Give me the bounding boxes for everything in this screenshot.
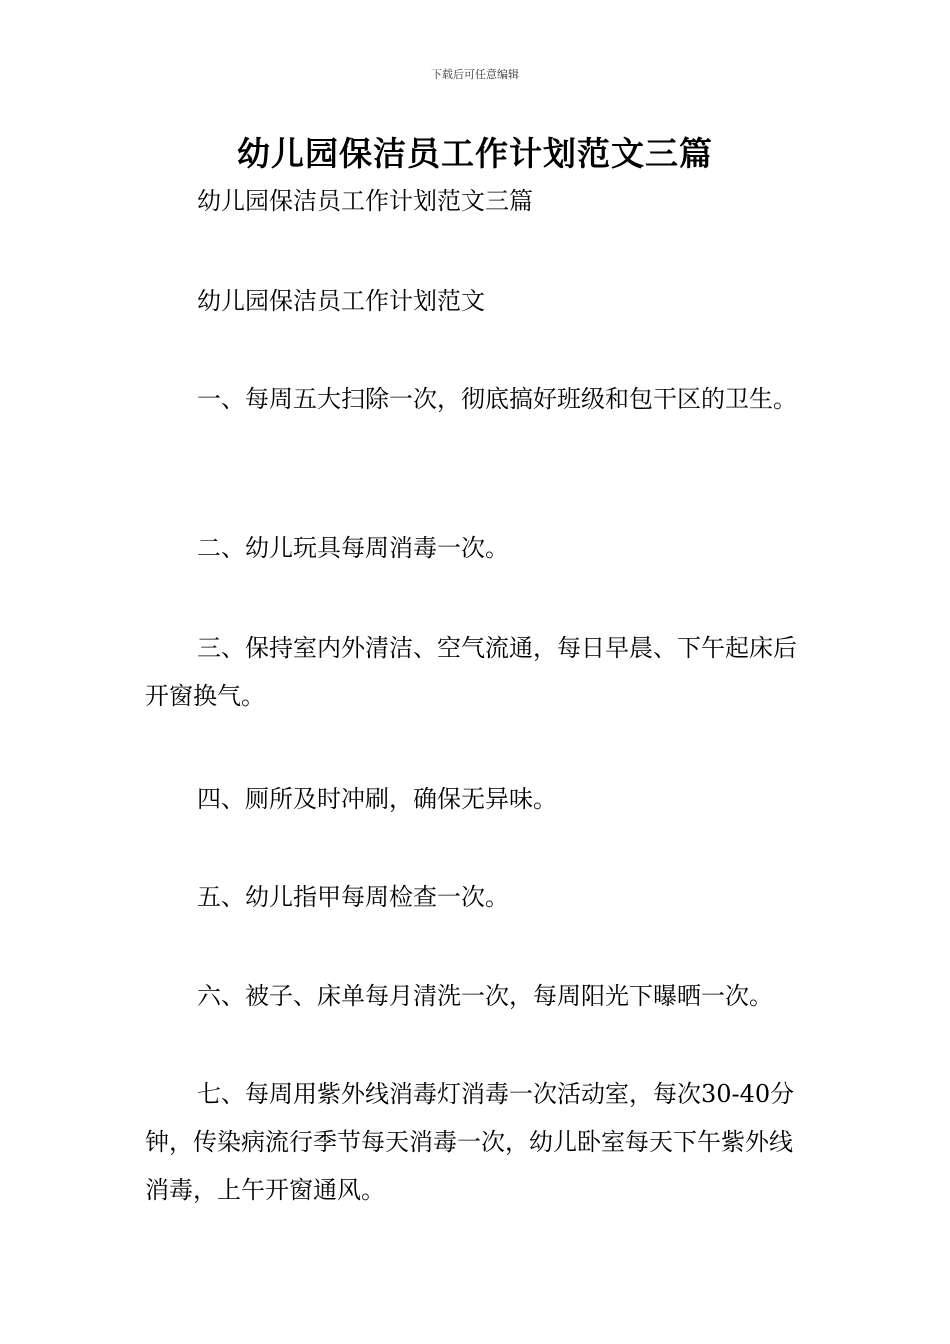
paragraph-item-2: 二、幼儿玩具每周消毒一次。 <box>197 534 509 562</box>
paragraph-section-heading: 幼儿园保洁员工作计划范文 <box>197 287 485 315</box>
paragraph-subtitle: 幼儿园保洁员工作计划范文三篇 <box>197 187 533 215</box>
paragraph-item-4: 四、厕所及时冲刷，确保无异味。 <box>197 785 557 813</box>
document-title: 幼儿园保洁员工作计划范文三篇 <box>237 134 713 173</box>
paragraph-item-7: 七、每周用紫外线消毒灯消毒一次活动室，每次30-40分钟，传染病流行季节每天消毒一次，幼儿卧室每天下午紫外线消毒，上午开窗通风。 <box>145 1080 795 1204</box>
paragraph-item-6: 六、被子、床单每月清洗一次，每周阳光下曝晒一次。 <box>197 982 773 1010</box>
header-note: 下载后可任意编辑 <box>431 68 519 81</box>
paragraph-item-1: 一、每周五大扫除一次，彻底搞好班级和包干区的卫生。 <box>197 385 797 413</box>
paragraph-item-3: 三、保持室内外清洁、空气流通，每日早晨、下午起床后开窗换气。 <box>145 634 797 710</box>
paragraph-item-5: 五、幼儿指甲每周检查一次。 <box>197 883 509 911</box>
